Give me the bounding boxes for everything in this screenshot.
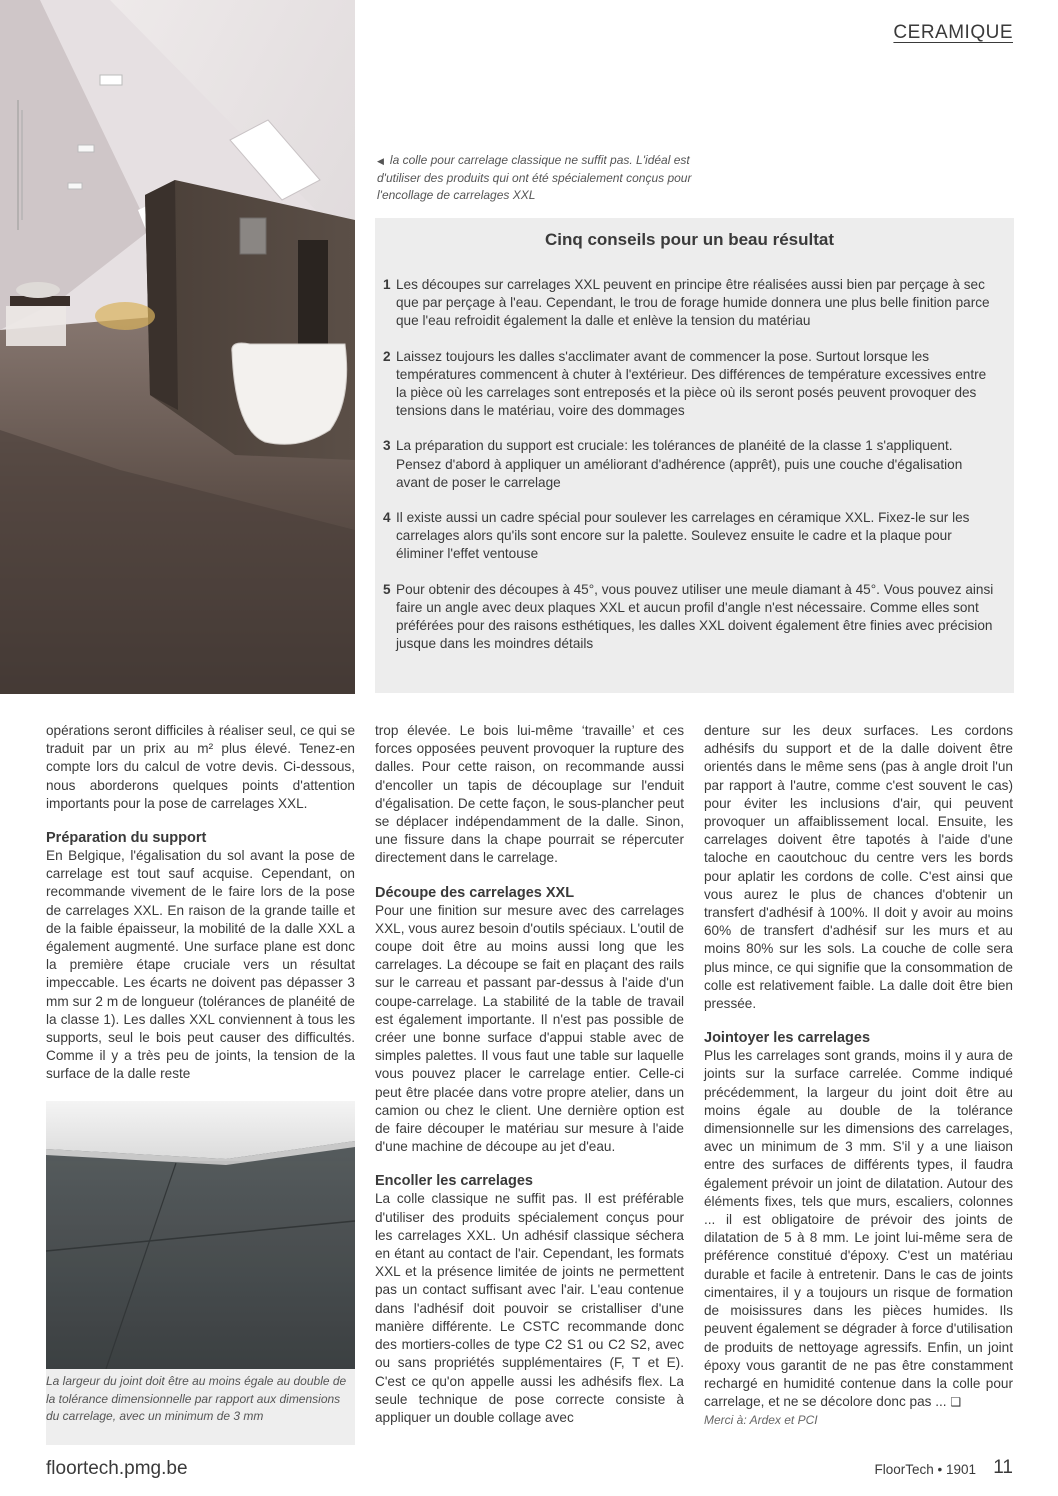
paragraph-intro: opérations seront difficiles à réaliser seul, ce qui se traduit par un prix au m² plus élevé. Tenez-en compte lors du calcul de votre devis. Ci-dessous, nous aborderons quelques points d'attention importants pour la pose de carrelages XXL. xyxy=(46,723,355,811)
bathroom-photo xyxy=(0,0,355,694)
paragraph-decoupe: Pour une finition sur mesure avec des carrelages XXL, vous aurez besoin d'outils spéciaux. L'outil de coupe doit être au moins aussi long que les carrelages. La découpe se fait en plaçant des rails sur le carreau et passant par-dessus à l'aide d'un coupe-carrelage. La stabilité de la table de travail est également importante. Il n'est pas possible de créer une bonne surface d'appui stable avec de simples palettes. Il vous faut une table sur laquelle vous pouvez placer le carrelage entier. Celle-ci peut être placée dans votre propre atelier, dans un camion ou chez le client. Une dernière option est de faire découper le matériau sur mesure à l'aide d'une machine de découpe au jet d'eau. xyxy=(375,902,684,1155)
tip-number: 5 xyxy=(383,581,391,597)
tip-item xyxy=(383,348,996,421)
thanks-note: Merci à: Ardex et PCI xyxy=(704,1413,818,1428)
photo-caption-top: ◀ la colle pour carrelage classique ne suffit pas. L'idéal est d'utiliser des produits qui ont été spécialement conçus pour l'encollage de carrelages XXL xyxy=(377,153,692,202)
tip-text: Pour obtenir des découpes à 45°, vous pouvez utiliser une meule diamant à 45°. Vous pouvez ainsi faire un angle avec deux plaques XXL et aucun profil d'angle n'est nécessaire. Comme elles sont préférées pour des raisons esthétiques, les dalles XXL doivent également être finies avec précision jusque dans les moindres détails xyxy=(396,581,994,652)
tile-floor-photo xyxy=(46,1101,355,1369)
tip-text: Laissez toujours les dalles s'acclimater avant de commencer la pose. Surtout lorsque les températures commencent à chuter à l'extérieur. Des différences de température excessives entre la pièce où les carrelages sont entreposés et la pièce où ils seront posés peuvent provoquer des tensions dans le matériau, voire des dommages xyxy=(396,348,987,419)
tip-number: 2 xyxy=(383,348,391,364)
paragraph-preparation: En Belgique, l'égalisation du sol avant la pose de carrelage est tout sauf acquise. Cependant, on recommande vivement de le faire lors de la pose de carrelages XXL. En raison de la grande taille et de la faible épaisseur, la mobilité de la dalle XXL a également augmenté. Une surface plane est donc la première étape cruciale vers un résultat impeccable. Les écarts ne doivent pas dépasser 3 mm sur 2 m de longueur (tolérances de planéité de la classe 1). Les dalles XXL conviennent à tous les supports, seul le bois peut causer des difficultés. Comme il y a très peu de joints, la tension de la surface de la dalle reste xyxy=(46,848,355,1082)
end-mark-icon: ❑ xyxy=(950,1395,962,1410)
tip-number: 3 xyxy=(383,438,391,454)
photo-caption-bottom: La largeur du joint doit être au moins égale au double de la tolérance dimensionnelle par rapport aux dimensions du carrelage, avec un minimum de 3 mm xyxy=(46,1369,355,1445)
tip-item xyxy=(383,437,996,492)
footer-publication: FloorTech • 1901 xyxy=(874,1462,976,1477)
article-column-3 xyxy=(704,722,1013,1430)
article-column-2 xyxy=(375,722,684,1427)
tip-item xyxy=(383,276,996,331)
tip-item xyxy=(383,581,996,654)
section-label: CERAMIQUE xyxy=(893,22,1013,43)
tip-item xyxy=(383,509,996,564)
page-number: 11 xyxy=(993,1457,1013,1478)
paragraph-encoller: La colle classique ne suffit pas. Il est préférable d'utiliser des produits spécialement conçus pour les carrelages XXL. Un adhésif classique séchera en étant au contact de l'air. Cependant, les formats XXL et la présence limitée de joints ne permettent pas un contact suffisant avec l'air. L'eau contenue dans l'adhésif doit pouvoir se cristalliser d'une manière différente. Le CSTC recommande donc des mortiers-colles de type C2 S1 ou C2 S2, avec ou sans propriétés supplémentaires (F, T et E). C'est ce qu'on appelle aussi les adhésifs flex. La seule technique de pose correcte consiste à appliquer un double collage avec xyxy=(375,1191,684,1425)
tip-text: Les découpes sur carrelages XXL peuvent en principe être réalisées aussi bien par perçage à sec que par perçage à l'eau. Cependant, le trou de forage humide donnera une plus belle finition parce que l'eau refroidit également la dalle et enlève la tension du matériau xyxy=(396,277,990,329)
paragraph-continuation: denture sur les deux surfaces. Les cordons adhésifs du support et de la dalle doivent être orientés dans le même sens (pas à angle droit l'un par rapport à l'autre, comme c'est souvent le cas) pour éviter les inclusions d'air, qui peuvent provoquer un affaiblissement local. Ensuite, les carrelages doivent être tapotés à l'aide d'une taloche en caoutchouc du centre vers les bords pour aplatir les cordons de colle. C'est ainsi que vous aurez le plus de chances d'obtenir un transfert d'adhésif à 100%. Il doit y avoir au moins 60% de transfert d'adhésif sur les murs et au moins 80% sur les sols. La couche de colle sera plus mince, ce qui signifie que la consommation de colle est relativement faible. La dalle doit être bien pressée. xyxy=(704,723,1013,1012)
article-column-1 xyxy=(46,722,355,1084)
tip-number: 4 xyxy=(383,510,391,526)
paragraph-continuation: trop élevée. Le bois lui-même ‘travaille’ et ces forces opposées peuvent provoquer la rupture des dalles. Pour cette raison, on recommande aussi d'encoller un tapis de découplage sur l'enduit d'égalisation. De cette façon, le sous-plancher peut se déplacer indépendamment de la dalle. Sinon, une fissure dans la chape pourrait se répercuter directement dans le carrelage. xyxy=(375,723,684,866)
footer-url[interactable]: floortech.pmg.be xyxy=(46,1458,188,1479)
tip-number: 1 xyxy=(383,277,391,292)
heading-encoller: Encoller les carrelages xyxy=(375,1173,533,1190)
heading-preparation: Préparation du support xyxy=(46,830,207,847)
heading-decoupe: Découpe des carrelages XXL xyxy=(375,884,575,901)
heading-jointoyer: Jointoyer les carrelages xyxy=(704,1030,871,1047)
tip-text: Il existe aussi un cadre spécial pour soulever les carrelages en céramique XXL. Fixez-le sur les carrelages alors qu'ils sont encore sur la palette. Soulevez ensuite le cadre et la plaque pour éliminer l'effet ventouse xyxy=(396,510,970,562)
caption-arrow-icon: ◀ xyxy=(377,156,384,166)
tips-box xyxy=(375,218,1014,693)
tip-text: La préparation du support est cruciale: les tolérances de planéité de la classe 1 s'appliquent. Pensez d'abord à appliquer un améliorant d'adhérence (apprêt), puis une couche d'égalisation avant de poser le carrelage xyxy=(396,438,963,490)
tips-title: Cinq conseils pour un beau résultat xyxy=(544,230,835,249)
paragraph-jointoyer: Plus les carrelages sont grands, moins il y aura de joints sur la surface carrelée. Comme indiqué précédemment, la largeur du joint doit être au moins égale au double de la tolérance dimensionnelle sur les dimensions des carrelages, avec un minimum de 3 mm. S'il y a une liaison entre des surfaces de différents types, il faudra également prévoir un joint de dilatation. Autour des éléments fixes, tels que murs, escaliers, colonnes ... il est obligatoire de prévoir des joints de dilatation de 5 à 8 mm. Le joint lui-même sera de préférence constitué d'époxy. C'est un matériau durable et facile à entretenir. Dans le cas de joints cimentaires, il y a toujours un risque de formation de moisissures dans les pièces humides. Ils peuvent également se dégrader à force d'utilisation de produits de nettoyage agressifs. Enfin, un joint époxy vous garantit de ne pas être constamment rechargé en humidité contenue dans la colle pour carrelage, et ne se décolore donc pas ... ❑ xyxy=(704,1048,1013,1410)
